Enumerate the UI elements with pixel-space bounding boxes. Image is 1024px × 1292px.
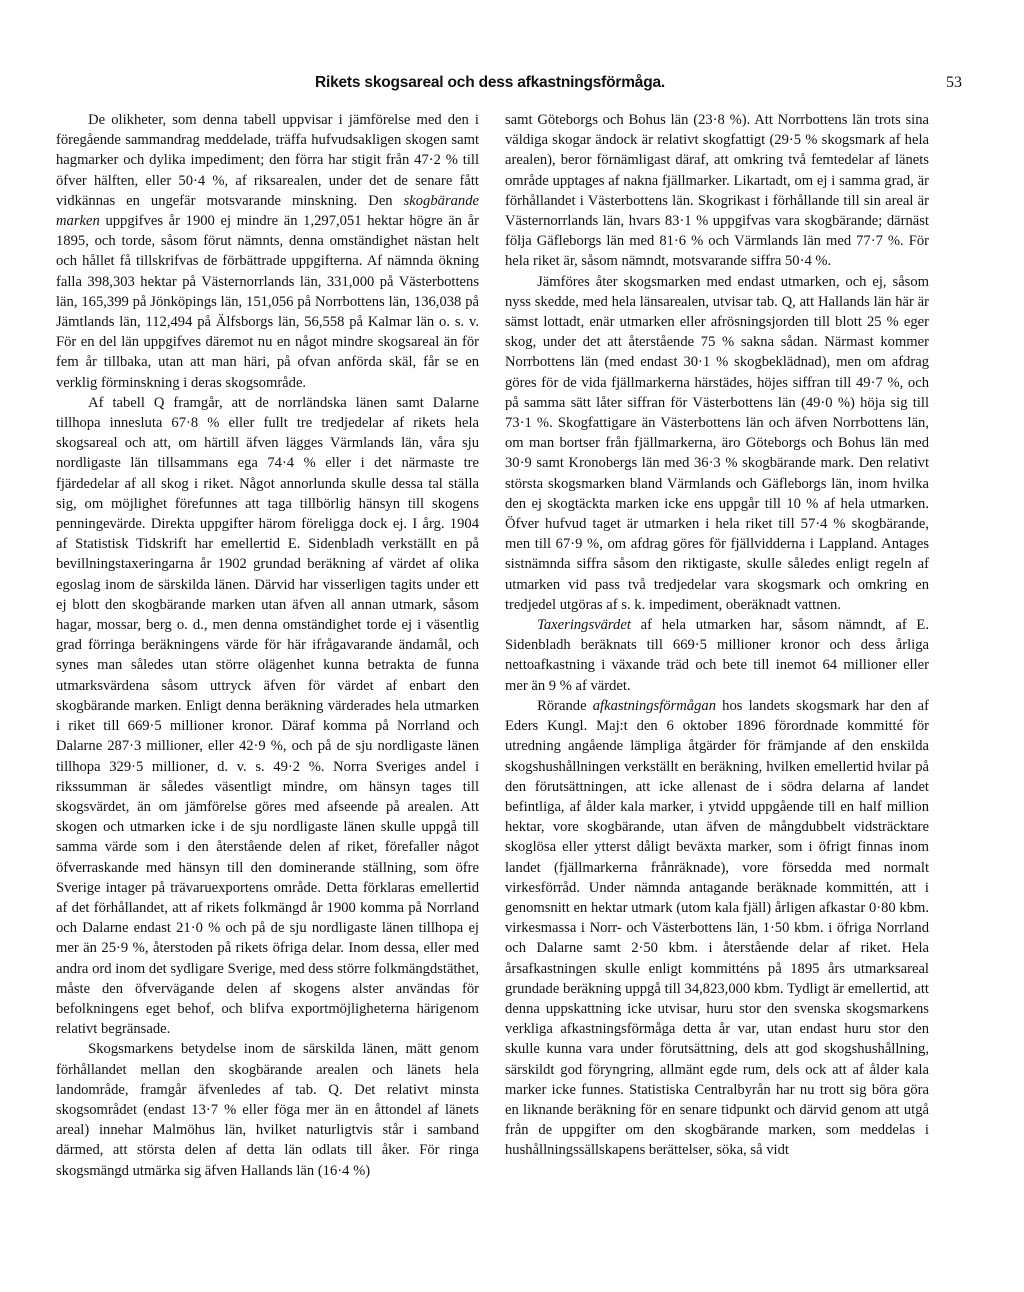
text-run: Jämföres åter skogsmarken med endast utmarken, och ej, såsom nyss skedde, med hela länsarealen, utvisar tab. Q, att Hallands län här är sämst lottadt, enär utmarken eller afrösningsjorden till blott 25 % eger skog, under det att återstående 75 % sakna sådan. Närmast kommer Norrbottens län (med endast 30·1 % skogbeklädnad), men om afdrag göres för de vida fjällmarkerna härstädes, höjes siffran till 49·7 %, och på samma sätt låter siffran för Västerbottens län (49·0 %) höja sig till 73·1 %. Skogfattigare än Västerbottens län och äfven Norrbottens län, om man bortser från fjällmarkerna, äro Göteborgs och Bohus län med 30·9 samt Kronobergs län med 36·3 % skogbärande mark. Den relativt största skogsmarken bland Värmlands och Gäfleborgs län, inom hvilka den ej skogtäckta marken icke ens uppgår till 10 % af hela utmarken. Öfver hufvud taget är utmarken i hela riket till 57·4 % skogbärande, men till 67·9 %, om afdrag göres för fjällvidderna i Lappland. Antages sistnämnda siffra såsom den riktigaste, skulle således enligt regeln af utmarken vid pass två tredjedelar vara skogsmark och omkring en tredjedel utgöras af s. k. impediment, oberäknadt vattnen. [505, 273, 929, 613]
paragraph-left-2 [56, 393, 479, 1040]
running-head: Rikets skogsareal och dess afkastningsförmåga. [314, 74, 666, 91]
right-column [505, 110, 929, 1161]
text-run: af hela utmarken har, såsom nämndt, af E. Sidenbladh beräknats till 669·5 millioner kronor och dess årliga nettoafkastning i växande träd och bete till inemot 64 millioner eller mer än 9 % af värdet. [505, 617, 929, 694]
paragraph-left-1 [56, 110, 479, 393]
italic-term: skogbärande marken [56, 192, 479, 230]
text-run: De olikheter, som denna tabell uppvisar i jämförelse med den i föregående sammandrag meddelade, träffa hufvudsakligen skogen samt hagmarker och dylika impediment; den förra har stigit från 47·2 % till öfver hälften, eller 50·4 %, af riksarealen, under det de senare fått vidkännas en ungefär motsvarande minskning. Den [56, 112, 479, 209]
italic-term: Taxeringsvärdet [537, 617, 631, 634]
paragraph-right-3 [505, 615, 929, 696]
text-run: Rörande [537, 697, 593, 714]
text-run: samt Göteborgs och Bohus län (23·8 %). Att Norrbottens län trots sina väldiga skogar ändock är relativt skogfattigt (29·5 % skogsmark af hela arealen), beror förnämligast däraf, att omkring två femtedelar af länets område upptages af nakna fjällmarker. Likartadt, om ej i samma grad, är förhållandet i Västerbottens län. Skogrikast i förhållande till sin areal är Västernorrlands län, hvars 83·1 % uppgifvas vara skogbärande; därnäst följa Gäfleborgs län med 81·6 % och Värmlands län med 77·7 %. För hela riket är, såsom nämndt, motsvarande siffra 50·4 %. [505, 112, 929, 270]
text-run: Skogsmarkens betydelse inom de särskilda länen, mätt genom förhållandet mellan den skogbärande arealen och länets hela landområde, framgår äfvenledes af tab. Q. Det relativt minsta skogsområdet (endast 13·7 % eller föga mer än en åttondel af länets areal) innehar Malmöhus län, hvilket naturligtvis står i samband därmed, att största delen af detta län odlats till åker. För ringa skogsmängd utmärka sig äfven Hallands län (16·4 %) [56, 1041, 479, 1179]
text-run: Af tabell Q framgår, att de norrländska länen samt Dalarne tillhopa innesluta 67·8 % eller fullt tre tredjedelar af rikets hela skogsareal och att, om härtill äfven lägges Värmlands län, våra sju nordligaste län tillsammans ega 74·4 % eller i det närmaste tre fjärdedelar af all skog i riket. Något annorlunda skulle dessa tal ställa sig, om möjlighet förefunnes att taga tillbörlig hänsyn till skogens penningevärde. Direkta uppgifter härom föreligga dock ej. I årg. 1904 af Statistisk Tidskrift har emellertid E. Sidenbladh verkställt en på bevillningstaxeringarna år 1902 grundad beräkning af värdet af olika egoslag inom de särskilda länen. Därvid har visserligen tagits under ett ej blott den skogbärande marken utan äfven all annan utmark, såsom hagar, mossar, berg o. d., men denna omständighet torde ej i väsentlig grad förringa beräkningens värde för här ifrågavarande ändamål, och synes man således utan större olägenhet kunna betrakta de funna utmarksvärdena såsom uttryck äfven för värdet af enbart den skogbärande marken. Enligt denna beräkning värderades hela utmarken i riket till 669·5 millioner kronor. Däraf komma på Norrland och Dalarne 287·3 millioner, eller 42·9 %, och på de sju nordligaste länen tillhopa 329·5 millioner, d. v. s. 49·2 %. Norra Sveriges andel i rikssumman är således väsentligt mindre, om hänsyn tages till skogsvärdet, än om jämförelse göres med afseende på arealen. Att skogen och utmarken icke i de sju nordligaste länen skulle uppgå till samma värde som i den återstående delen af riket, förefaller något öfverraskande med hänsyn till den dominerande ställning, som öfre Sverige intager på trävaruexportens område. Detta förklaras emellertid af det förhållandet, att af rikets folkmängd år 1900 komma på Norrland och Dalarne endast 21·0 % och på de sju nordligaste länen tillhopa ej mer än 25·9 %, återstoden på rikets öfriga delar. Inom dessa, eller med andra ord inom det sydligare Sverige, med dess större folkmängdstäthet, måste den öfvervägande delen af skogens alster användas för befolkningens eget behof, och blifva exportmöjligheterna härigenom relativt begränsade. [56, 394, 479, 1038]
paragraph-right-2 [505, 272, 929, 615]
paragraph-right-4 [505, 696, 929, 1161]
paragraph-left-3 [56, 1039, 479, 1180]
page-number: 53 [946, 74, 962, 91]
paragraph-right-1 [505, 110, 929, 272]
italic-term: afkastningsförmågan [592, 697, 716, 714]
text-run: hos landets skogsmark har den af Eders Kungl. Maj:t den 6 oktober 1896 förordnade kommitté för utredning angående lämpliga åtgärder för främjande af den enskilda skogshushållningen verkställt en beräkning, hvilken emellertid hvilar på den förutsättningen, att icke allenast de i södra delarna af landet befintliga, af ålder kala marker, i ytvidd uppgående till en half million hektar, vore skogbärande, utan äfven de mångdubbelt vidsträcktare skoglösa eller ytterst dåligt beväxta marker, som i öfrigt finnas inom landet (fjällmarkerna frånräknade), vore försedda med normalt virkesförråd. Under nämnda antagande beräknade kommittén, att i genomsnitt en hektar utmark (utom kala fjäll) årligen afkastar 0·80 kbm. virkesmassa i Norr- och Västerbottens län, 1·50 kbm. i öfriga Norrland och Dalarne samt 2·50 kbm. i återstående delar af riket. Hela årsafkastningen skulle enligt kommitténs på 1895 års utmarksareal grundade beräkning uppgå till 34,823,000 kbm. Tydligt är emellertid, att denna uppskattning icke utvisar, huru stor den svenska skogsmarkens verkliga afkastningsförmåga detta år var, utan endast huru stor den skulle kunna vara under förutsättning, dels att god skogshushållning, särskildt god föryngring, allmänt egde rum, dels ock att af ålder kala marker icke funnes. Statistiska Centralbyrån har nu trott sig böra göra en liknande beräkning för en senare tidpunkt och därvid genom att utgå från de uppgifter om den skogbärande marken, som meddelas i hushållningssällskapens berättelser, söka, så vidt [505, 697, 930, 1159]
text-run: uppgifves år 1900 ej mindre än 1,297,051 hektar högre än år 1895, och torde, såsom förut nämnts, denna omständighet nästan helt och hållet få tillskrifvas de förbättrade uppgifterna. Af nämnda ökning falla 398,303 hektar på Västernorrlands län, 331,000 på Västerbottens län, 165,399 på Jönköpings län, 151,056 på Norrbottens län, 136,038 på Jämtlands län, 112,494 på Älfsborgs län, 56,558 på Kalmar län o. s. v. För en del län uppgifves däremot nu en något mindre skogsareal än för fem år tillbaka, utan att man häri, på ofvan anförda skäl, får se en verklig förminskning i deras skogsområde. [56, 213, 479, 391]
left-column [56, 110, 479, 1181]
